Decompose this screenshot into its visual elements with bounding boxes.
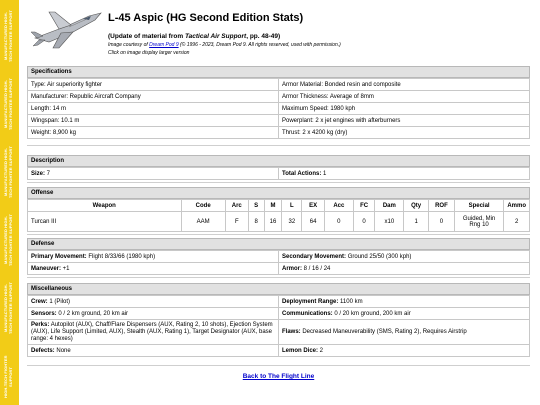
sidebar-label: MANUFACTURED HIGH-TECH FIGHTER SUPPORT [3,9,13,62]
table-row [28,345,530,357]
table-cell: Guided, Min Rng 10 [454,212,504,232]
table-row [28,91,530,103]
table-cell: 64 [302,212,325,232]
communications-cell: Communications: 0 / 20 km ground, 200 km air [279,308,530,320]
section-heading: Offense [27,187,530,199]
size-cell: Size: 7 [28,168,279,180]
table-row [28,320,530,345]
table-row [28,212,530,232]
offense-table [27,199,530,232]
sidebar-label: MANUFACTURED HIGH-TECH FIGHTER SUPPORT [3,213,13,266]
table-row [28,79,530,91]
table-cell: 16 [264,212,282,232]
column-header: Code [181,200,225,212]
table-cell: Length: 14 m [28,103,279,115]
miscellaneous-table [27,295,530,357]
footer-nav [27,373,530,380]
sidebar-label: MANUFACTURED HIGH-TECH FIGHTER SUPPORT [3,145,13,198]
table-cell: 0 [325,212,354,232]
table-cell: 2 [504,212,530,232]
column-header: Qty [404,200,429,212]
table-cell: 32 [282,212,302,232]
table-row [28,103,530,115]
sidebar-stripe [0,0,19,405]
table-row [28,263,530,275]
column-header: L [282,200,302,212]
crew-cell: Crew: 1 (Pilot) [28,296,279,308]
primary-movement-cell: Primary Movement: Flight 8/33/66 (1980 kph) [28,251,279,263]
table-cell: Type: Air superiority fighter [28,79,279,91]
page-title: L-45 Aspic (HG Second Edition Stats) [108,12,304,24]
table-row [28,251,530,263]
column-header: S [248,200,264,212]
dream-pod-9-link[interactable]: Dream Pod 9 [149,42,179,48]
table-header-row [28,200,530,212]
table-cell: Wingspan: 10.1 m [28,115,279,127]
perks-cell: Perks: Autopilot (AUX), Chaff/Flare Dispensers (AUX, Rating 2, 10 shots), Ejection System (AUX), Life Support (Limited, AUX), Stealth (AUX, Rating 1), Target Designator (AUX, base range: 4 hexes) [28,320,279,345]
secondary-movement-cell: Secondary Movement: Ground 25/50 (300 kph) [279,251,530,263]
divider [27,182,530,183]
table-cell: x10 [375,212,404,232]
table-cell: 1 [404,212,429,232]
sidebar-label: HIGH-TECH FIGHTER SUPPORT [3,355,13,399]
divider [27,277,530,278]
table-cell: Weight: 8,900 kg [28,127,279,139]
table-row [28,308,530,320]
table-cell: Maximum Speed: 1980 kph [279,103,530,115]
page-subtitle: (Update of material from Tactical Air Support, pp. 48-49) [108,33,281,40]
table-cell: 0 [429,212,455,232]
section-heading: Specifications [27,66,530,78]
defense-section [27,238,530,275]
table-row [28,296,530,308]
table-cell: F [225,212,248,232]
column-header: Special [454,200,504,212]
miscellaneous-section [27,283,530,357]
column-header: FC [353,200,375,212]
sensors-cell: Sensors: 0 / 2 km ground, 20 km air [28,308,279,320]
column-header: Acc [325,200,354,212]
armor-cell: Armor: 8 / 16 / 24 [279,263,530,275]
defects-cell: Defects: None [28,345,279,357]
table-cell: Armor Material: Bonded resin and composite [279,79,530,91]
column-header: Arc [225,200,248,212]
divider [27,234,530,235]
sidebar-label: MANUFACTURED HIGH-TECH FIGHTER SUPPORT [3,281,13,334]
source-book-title: Tactical Air Support [184,33,247,40]
description-table [27,167,530,180]
image-credit: Image courtesy of Dream Pod 9 (© 1996 - 2023, Dream Pod 9. All rights reserved, used with permission.) [108,42,341,48]
main-content [27,0,530,380]
table-cell: Powerplant: 2 x jet engines with afterburners [279,115,530,127]
back-to-flight-line-link[interactable]: Back to The Flight Line [242,373,315,380]
divider [27,145,530,146]
column-header: Dam [375,200,404,212]
table-cell: Thrust: 2 x 4200 kg (dry) [279,127,530,139]
table-cell: Manufacturer: Republic Aircraft Company [28,91,279,103]
column-header: Ammo [504,200,530,212]
defense-table [27,250,530,275]
table-cell: 0 [353,212,375,232]
column-header: Weapon [28,200,182,212]
section-heading: Miscellaneous [27,283,530,295]
table-cell: 8 [248,212,264,232]
table-row [28,168,530,180]
section-heading: Description [27,155,530,167]
flaws-cell: Flaws: Decreased Maneuverability (SMS, Rating 2), Requires Airstrip [279,320,530,345]
description-section [27,155,530,180]
table-row [28,115,530,127]
aircraft-image[interactable] [29,2,105,54]
page-header [27,0,530,62]
column-header: M [264,200,282,212]
maneuver-cell: Maneuver: +1 [28,263,279,275]
total-actions-cell: Total Actions: 1 [279,168,530,180]
sidebar-label: MANUFACTURED HIGH-TECH FIGHTER SUPPORT [3,77,13,130]
section-heading: Defense [27,238,530,250]
specifications-section [27,66,530,139]
divider [27,365,530,366]
offense-section [27,187,530,232]
column-header: ROF [429,200,455,212]
table-cell: AAM [181,212,225,232]
deployment-range-cell: Deployment Range: 1100 km [279,296,530,308]
lemon-dice-cell: Lemon Dice: 2 [279,345,530,357]
table-row [28,127,530,139]
specifications-table [27,78,530,139]
column-header: EX [302,200,325,212]
image-hint: Click on image display larger version [108,50,190,56]
weapon-name: Turcan III [28,212,182,232]
table-cell: Armor Thickness: Average of 8mm [279,91,530,103]
